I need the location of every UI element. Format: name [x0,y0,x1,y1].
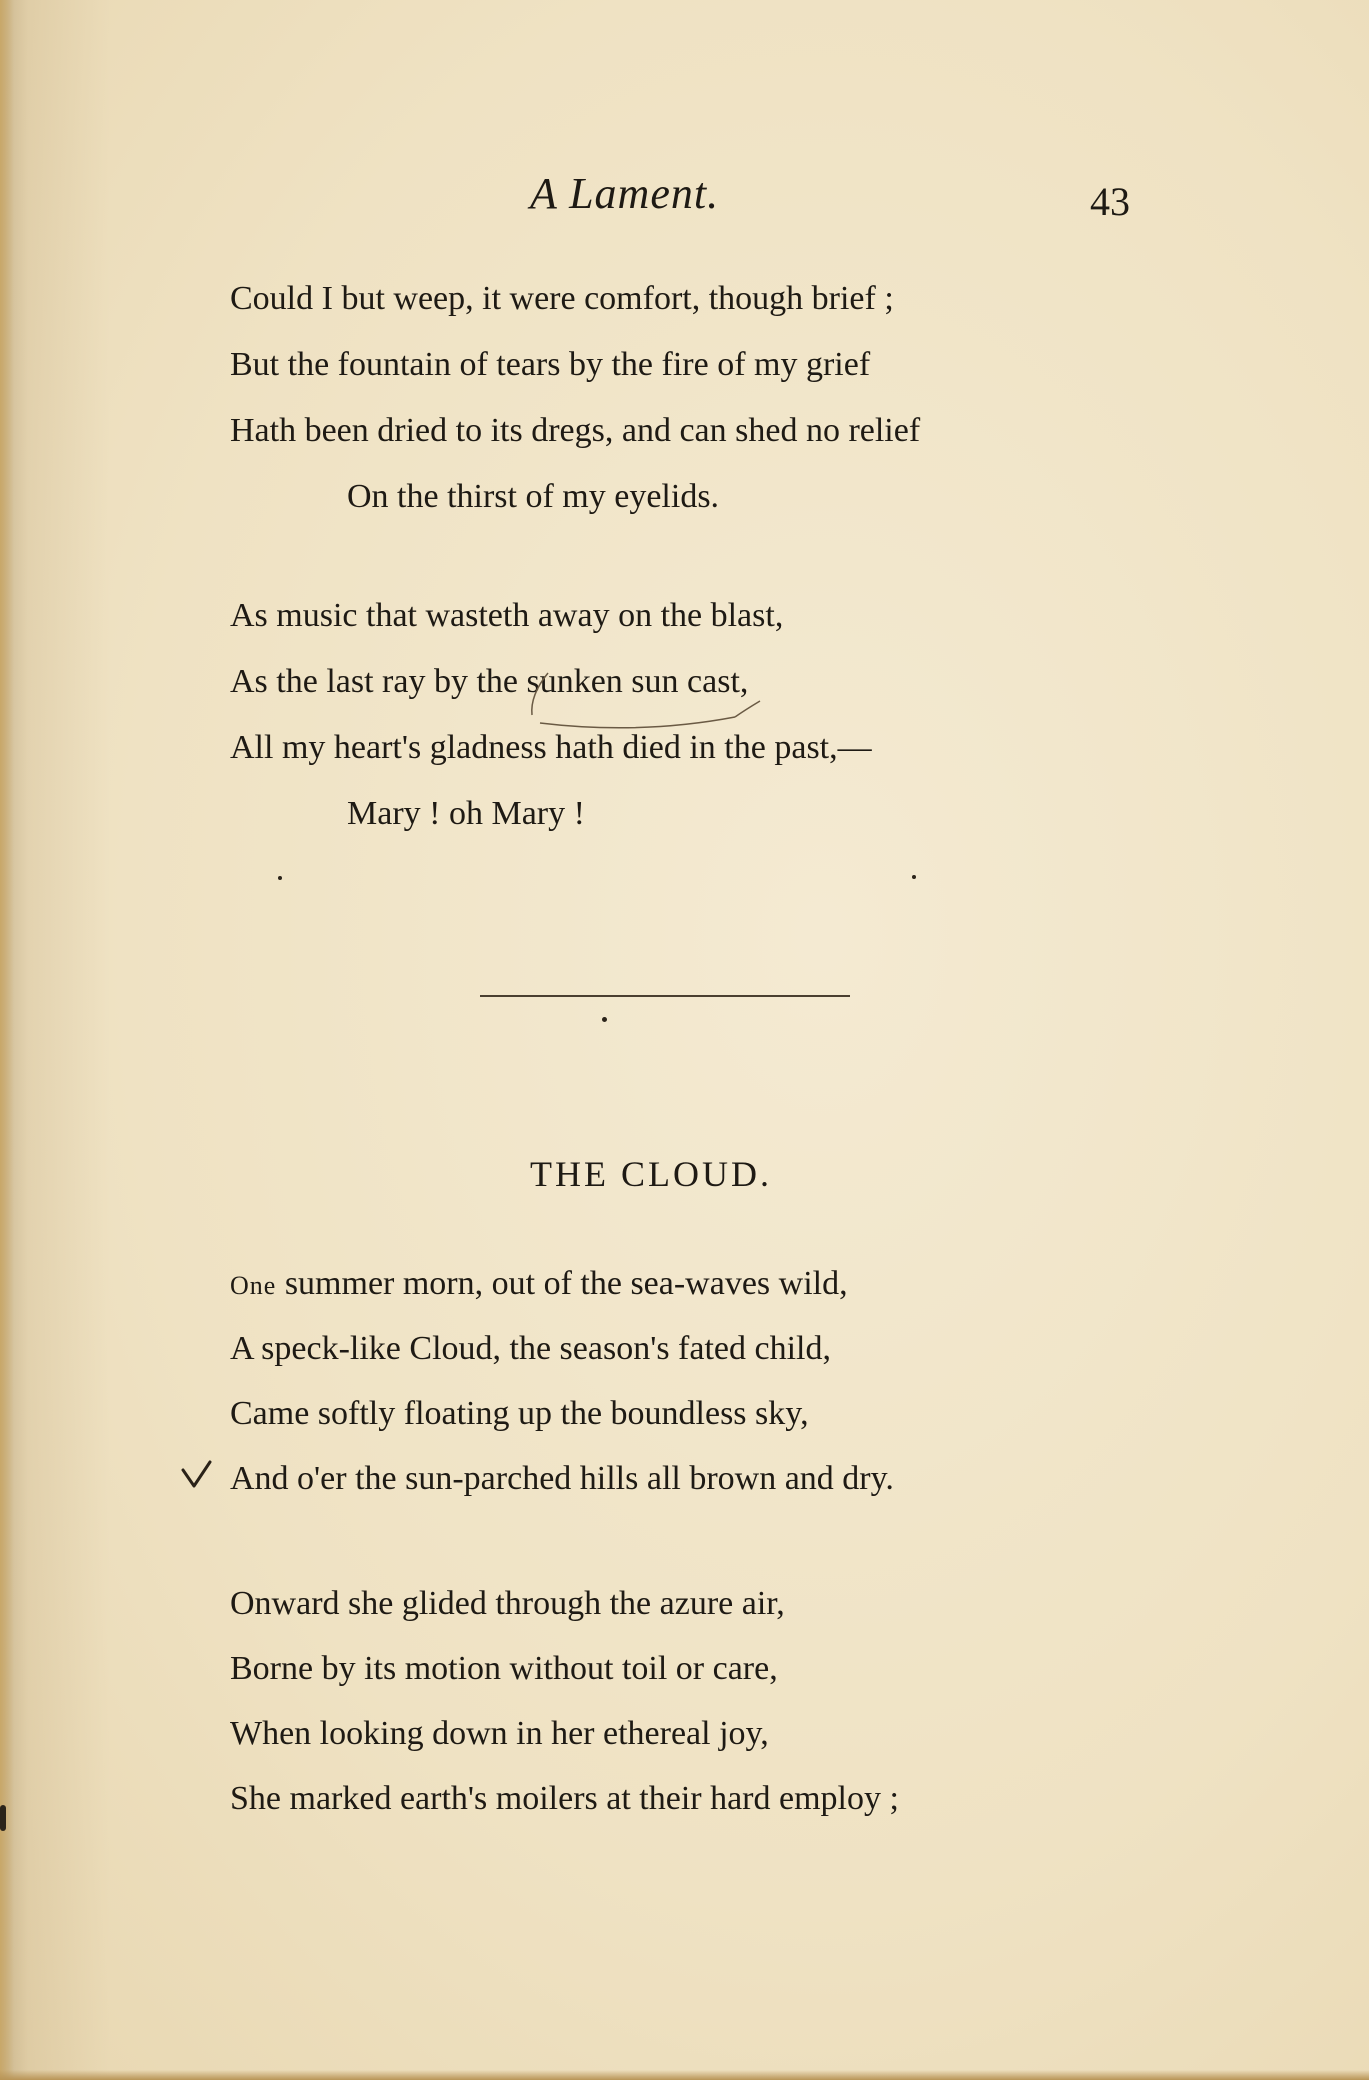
page-number: 43 [1090,179,1130,224]
ink-speck [602,1017,607,1022]
poem-line-rest: summer morn, out of the sea-waves wild, [276,1265,848,1302]
section-divider [480,995,850,997]
poem-line: A speck-like Cloud, the season's fated child, [230,1330,831,1367]
poem-line: As music that wasteth away on the blast, [230,597,784,634]
poem-line: As the last ray by the sunken sun cast, [230,663,749,700]
poem-line: All my heart's gladness hath died in the past,— [230,729,872,766]
poem-line [230,1265,848,1303]
poem-line: Onward she glided through the azure air, [230,1585,785,1622]
ink-speck [278,876,282,880]
poem-line: Came softly floating up the boundless sky, [230,1395,809,1432]
poem-line: Could I but weep, it were comfort, though brief ; [230,280,894,317]
poem-initial-word: One [230,1271,277,1300]
ink-speck [912,875,916,879]
poem-line: But the fountain of tears by the fire of my grief [230,346,871,383]
page-header [0,168,1369,228]
poem-line: Borne by its motion without toil or care, [230,1650,778,1687]
poem-title: THE CLOUD. [530,1154,772,1194]
poem-line: Mary ! oh Mary ! [347,795,585,832]
poem-line: On the thirst of my eyelids. [347,478,720,515]
pencil-annotation-icon [520,665,840,755]
poem-line: And o'er the sun-parched hills all brown and dry. [230,1460,894,1497]
ink-speck [0,1805,6,1831]
poem-line: She marked earth's moilers at their hard employ ; [230,1780,899,1817]
poem-line: When looking down in her ethereal joy, [230,1715,769,1752]
running-title: A Lament. [530,169,720,218]
page-gutter-shadow [0,0,14,2080]
check-mark-icon [180,1456,220,1496]
page-bottom-edge [0,2070,1369,2080]
poem-line: Hath been dried to its dregs, and can shed no relief [230,412,921,449]
